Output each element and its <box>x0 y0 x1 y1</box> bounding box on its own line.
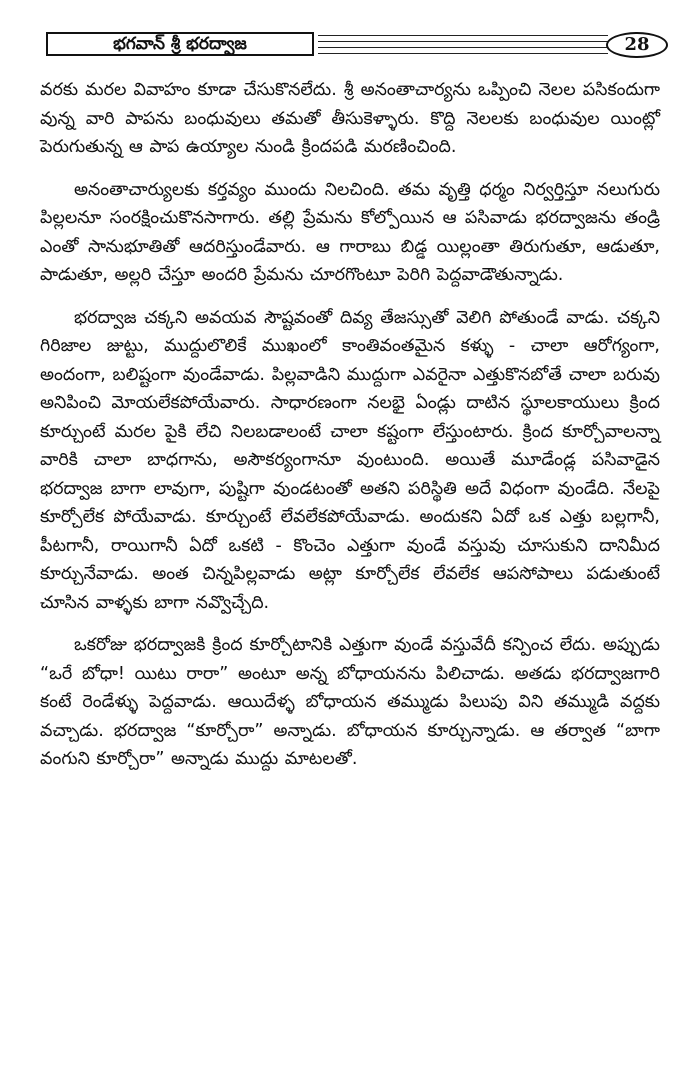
paragraph: ఒకరోజు భరద్వాజకి క్రింద కూర్చోటానికి ఎత్తుగా వుండే వస్తువేదీ కన్పించ లేదు. అప్పుడు “ఒరే బోధా! యిటు రారా” అంటూ అన్న బోధాయనను పిలిచాడు. అతడు భరద్వాజగారి కంటే రెండేళ్ళు పెద్దవాడు. ఆయిదేళ్ళ బోధాయన తమ్ముడు పిలుపు విని తమ్ముడి వద్దకు వచ్చాడు. భరద్వాజ “కూర్చోరా” అన్నాడు. బోధాయన కూర్చున్నాడు. ఆ తర్వాత “బాగా వంగుని కూర్చోరా” అన్నాడు ముద్దు మాటలతో. <box>40 635 660 769</box>
paragraph: అనంతాచార్యులకు కర్తవ్యం ముందు నిలచింది. తమ వృత్తి ధర్మం నిర్వర్తిస్తూ నలుగురు పిల్లలనూ సంరక్షించుకొనసాగారు. తల్లి ప్రేమను కోల్పోయిన ఆ పసివాడు భరద్వాజను తండ్రి ఎంతో సానుభూతితో ఆదరిస్తుండేవారు. ఆ గారాబు బిడ్డ యిల్లంతా తిరుగుతూ, ఆడుతూ, పాడుతూ, అల్లరి చేస్తూ అందరి ప్రేమను చూరగొంటూ పెరిగి పెద్దవాడౌతున్నాడు. <box>40 179 660 285</box>
paragraph: వరకు మరల వివాహం కూడా చేసుకొనలేదు. శ్రీ అనంతాచార్యను ఒప్పించి నెలల పసికందుగా వున్న వారి పాపను బంధువులు తమతో తీసుకెళ్ళారు. కొద్ది నెలలకు బంధువుల యింట్లో పెరుగుతున్న ఆ పాప ఉయ్యాల నుండి క్రిందపడి మరణించింది. <box>40 80 660 157</box>
page-body <box>40 76 660 788</box>
book-title: భగవాన్ శ్రీ భరద్వాజ <box>46 32 314 56</box>
header-rules <box>318 35 608 55</box>
page-header <box>46 32 656 62</box>
page-number: 28 <box>606 32 668 58</box>
paragraph: భరద్వాజ చక్కని అవయవ సౌష్టవంతో దివ్య తేజస్సుతో వెలిగి పోతుండే వాడు. చక్కని గిరిజాల జుట్టు, ముద్దులొలికే ముఖంలో కాంతివంతమైన కళ్ళు - చాలా ఆరోగ్యంగా, అందంగా, బలిష్టంగా వుండేవాడు. పిల్లవాడిని ముద్దుగా ఎవరైనా ఎత్తుకొనబోతే చాలా బరువు అనిపించి మోయలేకపోయేవారు. సాధారణంగా నలభై ఏండ్లు దాటిన స్థూలకాయులు క్రింద కూర్చుంటే మరల పైకి లేచి నిలబడాలంటే చాలా కష్టంగా లేస్తుంటారు. క్రింద కూర్చోవాలన్నా వారికి చాలా బాధగాను, అసౌకర్యంగానూ వుంటుంది. అయితే మూడేండ్ల పసివాడైన భరద్వాజ బాగా లావుగా, పుష్టిగా వుండటంతో అతని పరిస్థితి అదే విధంగా వుండేది. నేలపై కూర్చోలేక పోయేవాడు. కూర్చుంటే లేవలేకపోయేవాడు. అందుకని ఏదో ఒక ఎత్తు బల్లగానీ, పీటగానీ, రాయిగానీ ఏదో ఒకటి - కొంచెం ఎత్తుగా వుండే వస్తువు చూసుకుని దానిమీద కూర్చునేవాడు. అంత చిన్నపిల్లవాడు అట్లా కూర్చోలేక లేవలేక ఆపసోపాలు పడుతుంటే చూసిన వాళ్ళకు బాగా నవ్వొచ్చేది. <box>40 307 660 613</box>
